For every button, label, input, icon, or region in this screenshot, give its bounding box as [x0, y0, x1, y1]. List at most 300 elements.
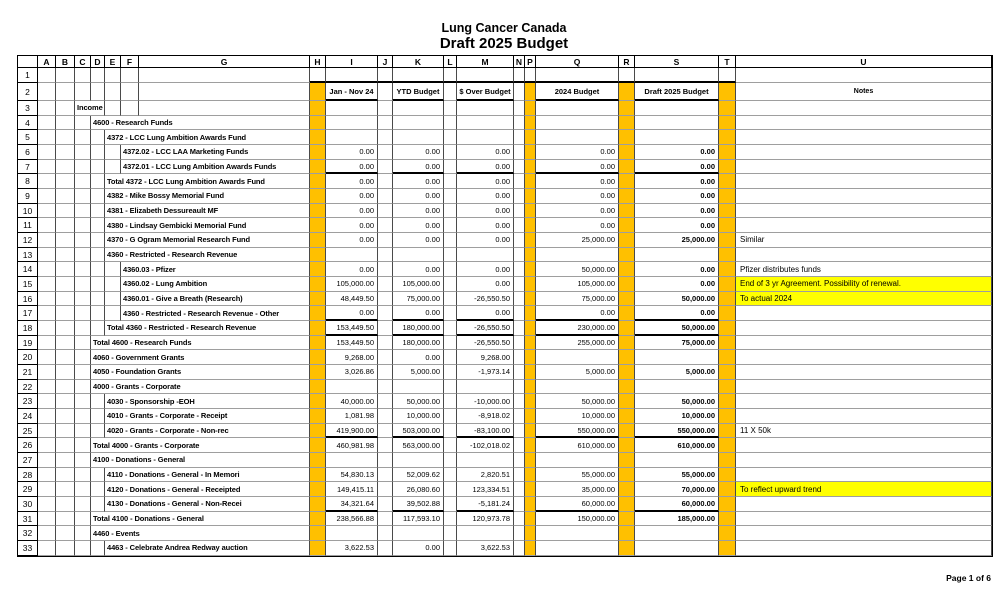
cell-Q19[interactable]: 255,000.00 [536, 336, 619, 351]
cell-K10[interactable]: 0.00 [393, 204, 444, 219]
cell-Q4[interactable] [536, 116, 619, 131]
cell-D33 [91, 541, 105, 556]
cell-C30 [75, 497, 91, 512]
row-number-2[interactable]: 2 [18, 83, 38, 101]
cell-I33[interactable]: 3,622.53 [326, 541, 378, 556]
cell-K32[interactable] [393, 526, 444, 541]
cell-I30[interactable]: 34,321.64 [326, 497, 378, 512]
cell-M4[interactable] [457, 116, 514, 131]
row-number-15[interactable]: 15 [18, 277, 38, 292]
cell-M5[interactable] [457, 130, 514, 145]
cell-S11[interactable]: 0.00 [635, 218, 719, 233]
cell-M8[interactable]: 0.00 [457, 174, 514, 189]
row-number-6[interactable]: 6 [18, 145, 38, 160]
cell-S31[interactable]: 185,000.00 [635, 512, 719, 527]
cell-S22[interactable] [635, 380, 719, 395]
account-label-r4[interactable]: 4600 - Research Funds [91, 116, 310, 131]
cell-M31[interactable]: 120,973.78 [457, 512, 514, 527]
cell-I27[interactable] [326, 453, 378, 468]
cell-Q33[interactable] [536, 541, 619, 556]
note-r16[interactable]: To actual 2024 [736, 292, 992, 307]
row-number-5[interactable]: 5 [18, 130, 38, 145]
cell-Q25[interactable]: 550,000.00 [536, 424, 619, 439]
note-r20[interactable] [736, 350, 992, 365]
note-r9[interactable] [736, 189, 992, 204]
cell-K20[interactable]: 0.00 [393, 350, 444, 365]
cell-Q9[interactable]: 0.00 [536, 189, 619, 204]
cell-I29[interactable]: 149,415.11 [326, 482, 378, 497]
cell-I25[interactable]: 419,900.00 [326, 424, 378, 439]
note-r24[interactable] [736, 409, 992, 424]
cell-S13[interactable] [635, 248, 719, 263]
cell-I11[interactable]: 0.00 [326, 218, 378, 233]
cell-C25 [75, 424, 91, 439]
note-r12[interactable]: Similar [736, 233, 992, 248]
cell-Q13[interactable] [536, 248, 619, 263]
account-label-r28[interactable]: 4110 - Donations - General - In Memori [105, 468, 310, 483]
cell-S18[interactable]: 50,000.00 [635, 321, 719, 336]
note-r26[interactable] [736, 438, 992, 453]
row-number-7[interactable]: 7 [18, 160, 38, 175]
cell-I3[interactable] [326, 101, 378, 116]
cell-M19[interactable]: -26,550.50 [457, 336, 514, 351]
note-r13[interactable] [736, 248, 992, 263]
col-letter-K[interactable]: K [393, 56, 444, 68]
cell-Q8[interactable]: 0.00 [536, 174, 619, 189]
cell-K22[interactable] [393, 380, 444, 395]
row-number-27[interactable]: 27 [18, 453, 38, 468]
cell-I20[interactable]: 9,268.00 [326, 350, 378, 365]
cell-Q10[interactable]: 0.00 [536, 204, 619, 219]
account-label-r22[interactable]: 4000 - Grants - Corporate [91, 380, 310, 395]
cell-S9[interactable]: 0.00 [635, 189, 719, 204]
cell-Q21[interactable]: 5,000.00 [536, 365, 619, 380]
cell-M32[interactable] [457, 526, 514, 541]
row-number-22[interactable]: 22 [18, 380, 38, 395]
row-number-33[interactable]: 33 [18, 541, 38, 556]
row-number-9[interactable]: 9 [18, 189, 38, 204]
cell-K12[interactable]: 0.00 [393, 233, 444, 248]
cell-K4[interactable] [393, 116, 444, 131]
cell-Q20[interactable] [536, 350, 619, 365]
col-letter-A[interactable]: A [38, 56, 56, 68]
header-jan_nov[interactable]: Jan - Nov 24 [326, 83, 378, 101]
row-number-11[interactable]: 11 [18, 218, 38, 233]
cell-S32[interactable] [635, 526, 719, 541]
note-r23[interactable] [736, 394, 992, 409]
cell-Q15[interactable]: 105,000.00 [536, 277, 619, 292]
account-label-r33[interactable]: 4463 - Celebrate Andrea Redway auction [105, 541, 310, 556]
cell-M11[interactable]: 0.00 [457, 218, 514, 233]
cell-Q17[interactable]: 0.00 [536, 306, 619, 321]
row-number-3[interactable]: 3 [18, 101, 38, 116]
header-b2025[interactable]: Draft 2025 Budget [635, 83, 719, 101]
cell-N22 [514, 380, 525, 395]
col-letter-P[interactable]: P [525, 56, 536, 68]
note-r7[interactable] [736, 160, 992, 175]
col-letter-F[interactable]: F [121, 56, 139, 68]
cell-I24[interactable]: 1,081.98 [326, 409, 378, 424]
cell-Q28[interactable]: 55,000.00 [536, 468, 619, 483]
cell-S24[interactable]: 10,000.00 [635, 409, 719, 424]
cell-Q31[interactable]: 150,000.00 [536, 512, 619, 527]
row-number-13[interactable]: 13 [18, 248, 38, 263]
cell-S5[interactable] [635, 130, 719, 145]
account-label-r23[interactable]: 4030 - Sponsorship -EOH [105, 394, 310, 409]
col-letter-L[interactable]: L [444, 56, 457, 68]
cell-S29[interactable]: 70,000.00 [635, 482, 719, 497]
account-label-r8[interactable]: Total 4372 - LCC Lung Ambition Awards Fund [105, 174, 310, 189]
note-r19[interactable] [736, 336, 992, 351]
row-number-31[interactable]: 31 [18, 512, 38, 527]
cell-K19[interactable]: 180,000.00 [393, 336, 444, 351]
cell-J6 [378, 145, 393, 160]
cell-M9[interactable]: 0.00 [457, 189, 514, 204]
note-r18[interactable] [736, 321, 992, 336]
account-label-r19[interactable]: Total 4600 - Research Funds [91, 336, 310, 351]
col-letter-B[interactable]: B [56, 56, 75, 68]
cell-Q7[interactable]: 0.00 [536, 160, 619, 175]
cell-I16[interactable]: 48,449.50 [326, 292, 378, 307]
cell-S7[interactable]: 0.00 [635, 160, 719, 175]
cell-Q16[interactable]: 75,000.00 [536, 292, 619, 307]
cell-K11[interactable]: 0.00 [393, 218, 444, 233]
cell-S20[interactable] [635, 350, 719, 365]
row-number-21[interactable]: 21 [18, 365, 38, 380]
cell-K16[interactable]: 75,000.00 [393, 292, 444, 307]
account-label-r3[interactable]: Income [75, 101, 105, 116]
col-letter-E[interactable]: E [105, 56, 121, 68]
account-label-r21[interactable]: 4050 - Foundation Grants [91, 365, 310, 380]
note-r15[interactable]: End of 3 yr Agreement. Possibility of renewal. [736, 277, 992, 292]
cell-Q12[interactable]: 25,000.00 [536, 233, 619, 248]
cell-S14[interactable]: 0.00 [635, 262, 719, 277]
note-r32[interactable] [736, 526, 992, 541]
row-number-19[interactable]: 19 [18, 336, 38, 351]
cell-N23 [514, 394, 525, 409]
cell-M27[interactable] [457, 453, 514, 468]
row-number-28[interactable]: 28 [18, 468, 38, 483]
cell-Q32[interactable] [536, 526, 619, 541]
row-number-17[interactable]: 17 [18, 306, 38, 321]
row-number-18[interactable]: 18 [18, 321, 38, 336]
cell-K8[interactable]: 0.00 [393, 174, 444, 189]
cell-I13[interactable] [326, 248, 378, 263]
col-letter-C[interactable]: C [75, 56, 91, 68]
col-letter-J[interactable]: J [378, 56, 393, 68]
cell-Q29[interactable]: 35,000.00 [536, 482, 619, 497]
row-number-8[interactable]: 8 [18, 174, 38, 189]
cell-M7[interactable]: 0.00 [457, 160, 514, 175]
cell-I31[interactable]: 238,566.88 [326, 512, 378, 527]
row-number-24[interactable]: 24 [18, 409, 38, 424]
cell-M30[interactable]: -5,181.24 [457, 497, 514, 512]
cell-M22[interactable] [457, 380, 514, 395]
cell-S19[interactable]: 75,000.00 [635, 336, 719, 351]
cell-Q6[interactable]: 0.00 [536, 145, 619, 160]
cell-M10[interactable]: 0.00 [457, 204, 514, 219]
col-letter-Q[interactable]: Q [536, 56, 619, 68]
account-label-r27[interactable]: 4100 - Donations - General [91, 453, 310, 468]
cell-S30[interactable]: 60,000.00 [635, 497, 719, 512]
account-label-r29[interactable]: 4120 - Donations - General - Receipted [105, 482, 310, 497]
cell-M23[interactable]: -10,000.00 [457, 394, 514, 409]
cell-M12[interactable]: 0.00 [457, 233, 514, 248]
cell-B10 [56, 204, 75, 219]
cell-I5[interactable] [326, 130, 378, 145]
col-letter-T[interactable]: T [719, 56, 736, 68]
account-label-r20[interactable]: 4060 - Government Grants [91, 350, 310, 365]
account-label-r25[interactable]: 4020 - Grants - Corporate - Non-rec [105, 424, 310, 439]
cell-I22[interactable] [326, 380, 378, 395]
row-number-10[interactable]: 10 [18, 204, 38, 219]
cell-Q14[interactable]: 50,000.00 [536, 262, 619, 277]
cell-K21[interactable]: 5,000.00 [393, 365, 444, 380]
cell-K13[interactable] [393, 248, 444, 263]
note-r33[interactable] [736, 541, 992, 556]
cell-M26[interactable]: -102,018.02 [457, 438, 514, 453]
row-number-26[interactable]: 26 [18, 438, 38, 453]
cell-L10 [444, 204, 457, 219]
account-label-r30[interactable]: 4130 - Donations - General - Non-Recei [105, 497, 310, 512]
col-letter-S[interactable]: S [635, 56, 719, 68]
row-number-1[interactable]: 1 [18, 68, 38, 83]
cell-K5[interactable] [393, 130, 444, 145]
row-number-12[interactable]: 12 [18, 233, 38, 248]
cell-Q3[interactable] [536, 101, 619, 116]
cell-S1 [635, 68, 719, 83]
cell-K6[interactable]: 0.00 [393, 145, 444, 160]
account-label-r6[interactable]: 4372.02 - LCC LAA Marketing Funds [121, 145, 310, 160]
cell-I12[interactable]: 0.00 [326, 233, 378, 248]
stripe-H27 [310, 453, 326, 468]
row-number-20[interactable]: 20 [18, 350, 38, 365]
row-number-32[interactable]: 32 [18, 526, 38, 541]
cell-I7[interactable]: 0.00 [326, 160, 378, 175]
col-letter-N[interactable]: N [514, 56, 525, 68]
cell-M29[interactable]: 123,334.51 [457, 482, 514, 497]
account-label-r9[interactable]: 4382 - Mike Bossy Memorial Fund [105, 189, 310, 204]
cell-K31[interactable]: 117,593.10 [393, 512, 444, 527]
cell-I6[interactable]: 0.00 [326, 145, 378, 160]
cell-K27[interactable] [393, 453, 444, 468]
note-r4[interactable] [736, 116, 992, 131]
cell-S28[interactable]: 55,000.00 [635, 468, 719, 483]
col-letter-U[interactable]: U [736, 56, 992, 68]
col-letter-M[interactable]: M [457, 56, 514, 68]
cell-S10[interactable]: 0.00 [635, 204, 719, 219]
col-letter-R[interactable]: R [619, 56, 635, 68]
cell-S12[interactable]: 25,000.00 [635, 233, 719, 248]
cell-Q22[interactable] [536, 380, 619, 395]
cell-K15[interactable]: 105,000.00 [393, 277, 444, 292]
cell-I26[interactable]: 460,981.98 [326, 438, 378, 453]
cell-S26[interactable]: 610,000.00 [635, 438, 719, 453]
cell-K26[interactable]: 563,000.00 [393, 438, 444, 453]
cell-K18[interactable]: 180,000.00 [393, 321, 444, 336]
account-label-r12[interactable]: 4370 - G Ogram Memorial Research Fund [105, 233, 310, 248]
cell-Q24[interactable]: 10,000.00 [536, 409, 619, 424]
cell-Q23[interactable]: 50,000.00 [536, 394, 619, 409]
note-r29[interactable]: To reflect upward trend [736, 482, 992, 497]
col-letter-G[interactable]: G [139, 56, 310, 68]
cell-I21[interactable]: 3,026.86 [326, 365, 378, 380]
note-r31[interactable] [736, 512, 992, 527]
cell-I4[interactable] [326, 116, 378, 131]
note-r28[interactable] [736, 468, 992, 483]
account-label-r7[interactable]: 4372.01 - LCC Lung Ambition Awards Funds [121, 160, 310, 175]
note-r5[interactable] [736, 130, 992, 145]
cell-Q27[interactable] [536, 453, 619, 468]
cell-L23 [444, 394, 457, 409]
cell-Q30[interactable]: 60,000.00 [536, 497, 619, 512]
row-number-16[interactable]: 16 [18, 292, 38, 307]
cell-S23[interactable]: 50,000.00 [635, 394, 719, 409]
cell-Q18[interactable]: 230,000.00 [536, 321, 619, 336]
account-label-r10[interactable]: 4381 - Elizabeth Dessureault MF [105, 204, 310, 219]
cell-K30[interactable]: 39,502.88 [393, 497, 444, 512]
account-label-r32[interactable]: 4460 - Events [91, 526, 310, 541]
cell-I10[interactable]: 0.00 [326, 204, 378, 219]
note-r6[interactable] [736, 145, 992, 160]
cell-I18[interactable]: 153,449.50 [326, 321, 378, 336]
cell-K28[interactable]: 52,009.62 [393, 468, 444, 483]
cell-M3[interactable] [457, 101, 514, 116]
note-r17[interactable] [736, 306, 992, 321]
col-letter-I[interactable]: I [326, 56, 378, 68]
cell-S6[interactable]: 0.00 [635, 145, 719, 160]
cell-J1 [378, 68, 393, 83]
cell-M33[interactable]: 3,622.53 [457, 541, 514, 556]
cell-K33[interactable]: 0.00 [393, 541, 444, 556]
cell-I9[interactable]: 0.00 [326, 189, 378, 204]
account-label-r15[interactable]: 4360.02 - Lung Ambition [121, 277, 310, 292]
cell-M16[interactable]: -26,550.50 [457, 292, 514, 307]
stripe-T20 [719, 350, 736, 365]
note-r21[interactable] [736, 365, 992, 380]
stripe-T15 [719, 277, 736, 292]
cell-K9[interactable]: 0.00 [393, 189, 444, 204]
note-r10[interactable] [736, 204, 992, 219]
cell-K14[interactable]: 0.00 [393, 262, 444, 277]
cell-I14[interactable]: 0.00 [326, 262, 378, 277]
row-number-14[interactable]: 14 [18, 262, 38, 277]
row-number-23[interactable]: 23 [18, 394, 38, 409]
cell-M13[interactable] [457, 248, 514, 263]
note-r11[interactable] [736, 218, 992, 233]
stripe-P6 [525, 145, 536, 160]
cell-I17[interactable]: 0.00 [326, 306, 378, 321]
cell-K17[interactable]: 0.00 [393, 306, 444, 321]
row-number-25[interactable]: 25 [18, 424, 38, 439]
cell-S33[interactable] [635, 541, 719, 556]
cell-K3[interactable] [393, 101, 444, 116]
note-r25[interactable]: 11 X 50k [736, 424, 992, 439]
cell-M17[interactable]: 0.00 [457, 306, 514, 321]
cell-K7[interactable]: 0.00 [393, 160, 444, 175]
cell-C19 [75, 336, 91, 351]
col-letter-D[interactable]: D [91, 56, 105, 68]
cell-I8[interactable]: 0.00 [326, 174, 378, 189]
cell-K25[interactable]: 503,000.00 [393, 424, 444, 439]
account-label-r11[interactable]: 4380 - Lindsay Gembicki Memorial Fund [105, 218, 310, 233]
cell-M24[interactable]: -8,918.02 [457, 409, 514, 424]
col-letter-H[interactable]: H [310, 56, 326, 68]
cell-M18[interactable]: -26,550.50 [457, 321, 514, 336]
note-r30[interactable] [736, 497, 992, 512]
cell-K23[interactable]: 50,000.00 [393, 394, 444, 409]
account-label-r24[interactable]: 4010 - Grants - Corporate - Receipt [105, 409, 310, 424]
account-label-r26[interactable]: Total 4000 - Grants - Corporate [91, 438, 310, 453]
header-ytd[interactable]: YTD Budget [393, 83, 444, 101]
cell-K24[interactable]: 10,000.00 [393, 409, 444, 424]
cell-I32[interactable] [326, 526, 378, 541]
account-label-r13[interactable]: 4360 - Restricted - Research Revenue [105, 248, 310, 263]
note-r27[interactable] [736, 453, 992, 468]
header-b2024[interactable]: 2024 Budget [536, 83, 619, 101]
row-number-4[interactable]: 4 [18, 116, 38, 131]
cell-B14 [56, 262, 75, 277]
stripe-P11 [525, 218, 536, 233]
stripe-P32 [525, 526, 536, 541]
cell-Q26[interactable]: 610,000.00 [536, 438, 619, 453]
stripe-R27 [619, 453, 635, 468]
account-label-r17[interactable]: 4360 - Restricted - Research Revenue - Other [121, 306, 310, 321]
cell-M25[interactable]: -83,100.00 [457, 424, 514, 439]
cell-S17[interactable]: 0.00 [635, 306, 719, 321]
cell-S21[interactable]: 5,000.00 [635, 365, 719, 380]
cell-K29[interactable]: 26,080.60 [393, 482, 444, 497]
account-label-r18[interactable]: Total 4360 - Restricted - Research Revenue [105, 321, 310, 336]
cell-S16[interactable]: 50,000.00 [635, 292, 719, 307]
note-r22[interactable] [736, 380, 992, 395]
cell-B5 [56, 130, 75, 145]
cell-M15[interactable]: 0.00 [457, 277, 514, 292]
row-number-30[interactable]: 30 [18, 497, 38, 512]
cell-M28[interactable]: 2,820.51 [457, 468, 514, 483]
cell-S15[interactable]: 0.00 [635, 277, 719, 292]
header-over[interactable]: $ Over Budget [457, 83, 514, 101]
account-label-r5[interactable]: 4372 - LCC Lung Ambition Awards Fund [105, 130, 310, 145]
cell-I19[interactable]: 153,449.50 [326, 336, 378, 351]
note-r14[interactable]: Pfizer distributes funds [736, 262, 992, 277]
cell-S25[interactable]: 550,000.00 [635, 424, 719, 439]
cell-S4[interactable] [635, 116, 719, 131]
cell-M20[interactable]: 9,268.00 [457, 350, 514, 365]
stripe-H19 [310, 336, 326, 351]
account-label-r31[interactable]: Total 4100 - Donations - General [91, 512, 310, 527]
cell-S27[interactable] [635, 453, 719, 468]
note-r8[interactable] [736, 174, 992, 189]
cell-M14[interactable]: 0.00 [457, 262, 514, 277]
cell-S8[interactable]: 0.00 [635, 174, 719, 189]
cell-J4 [378, 116, 393, 131]
cell-M21[interactable]: -1,973.14 [457, 365, 514, 380]
cell-I28[interactable]: 54,830.13 [326, 468, 378, 483]
account-label-r16[interactable]: 4360.01 - Give a Breath (Research) [121, 292, 310, 307]
cell-I23[interactable]: 40,000.00 [326, 394, 378, 409]
cell-M6[interactable]: 0.00 [457, 145, 514, 160]
cell-Q5[interactable] [536, 130, 619, 145]
row-number-29[interactable]: 29 [18, 482, 38, 497]
account-label-r14[interactable]: 4360.03 - Pfizer [121, 262, 310, 277]
cell-L32 [444, 526, 457, 541]
cell-S3[interactable] [635, 101, 719, 116]
header-notes[interactable]: Notes [736, 83, 992, 101]
cell-I15[interactable]: 105,000.00 [326, 277, 378, 292]
cell-Q11[interactable]: 0.00 [536, 218, 619, 233]
note-r3[interactable] [736, 101, 992, 116]
